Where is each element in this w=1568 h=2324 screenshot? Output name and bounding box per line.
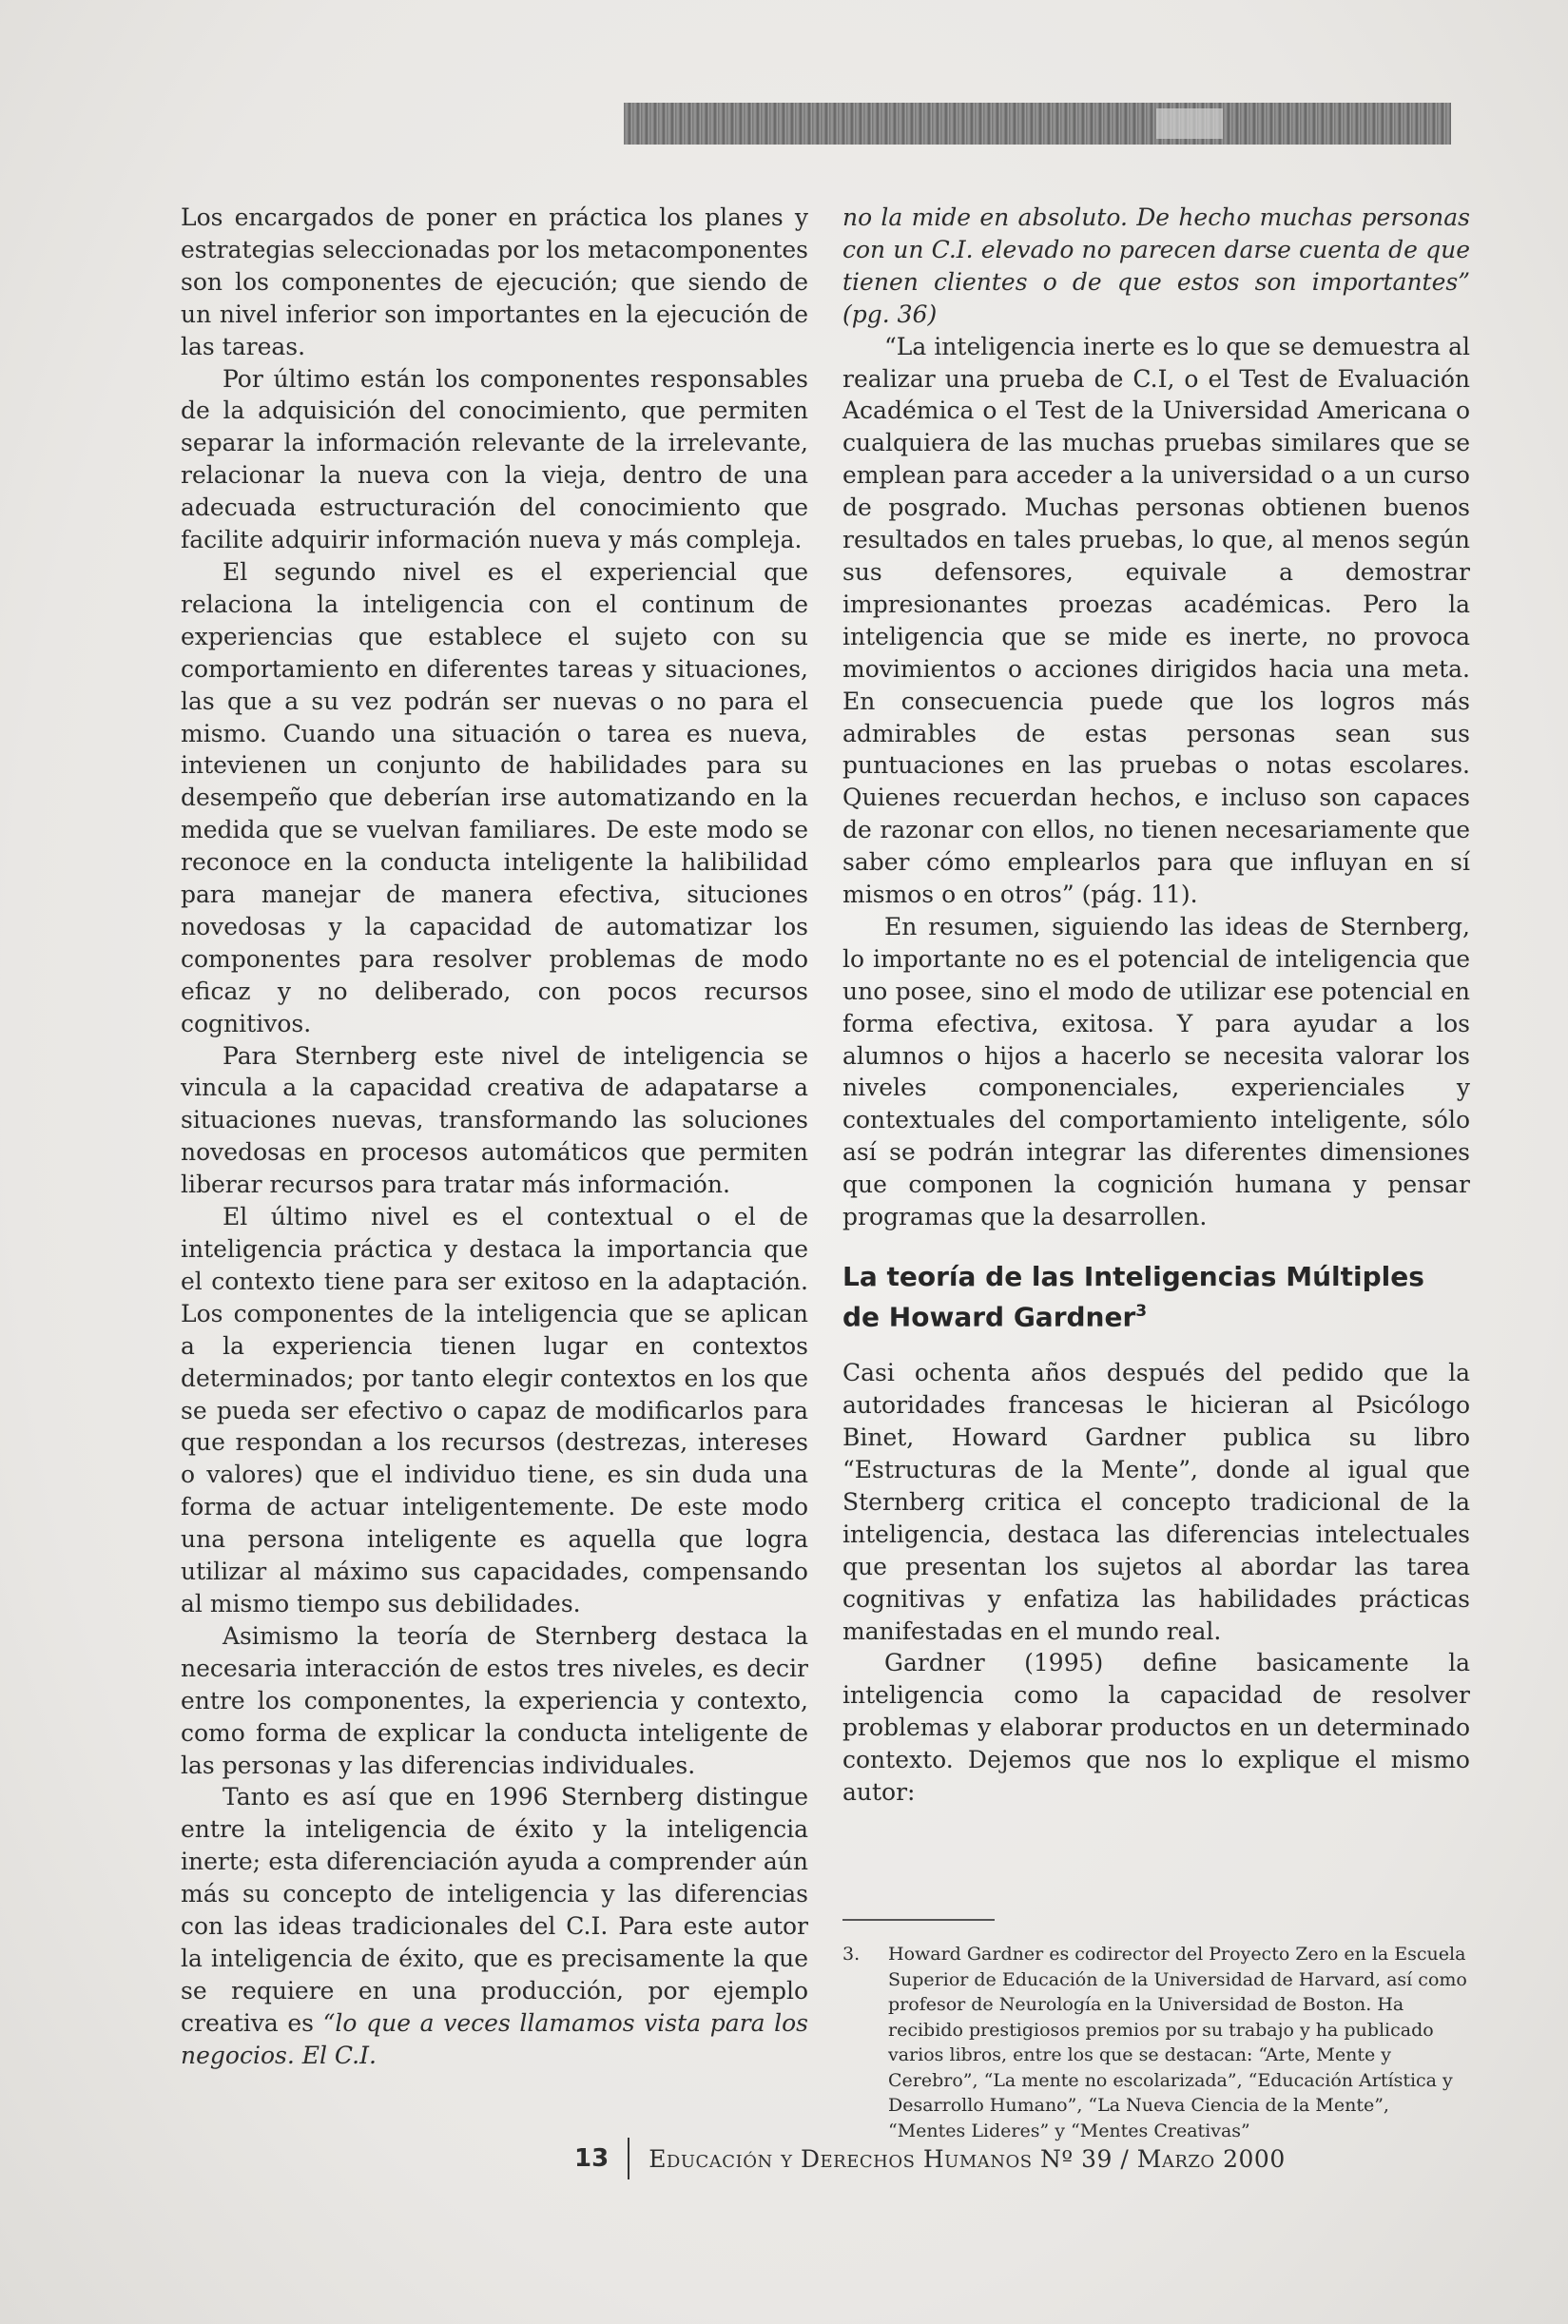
paragraph: “La inteligencia inerte es lo que se demuestra al realizar una prueba de C.I, o el Test de Evaluación Académica o el Test de la Universidad Americana o cualquiera de las muchas pruebas similares que se emplean para acceder a la universidad o a un curso de posgrado. Muchas personas obtienen buenos resultados en tales pruebas, lo que, al menos según sus defensores, equivale a demostrar impresionantes proezas académicas. Pero la inteligencia que se mide es inerte, no provoca movimientos o acciones dirigidos hacia una meta. En consecuencia puede que los logros más admirables de estas personas sean sus puntuaciones en las pruebas o notas escolares. Quienes recuerdan hechos, e incluso son capaces de razonar con ellos, no tienen necesariamente que saber cómo emplearlos para que influyan en sí mismos o en otros” (pág. 11). [842,332,1470,909]
section-heading-text: La teoría de las Inteligencias Múltiples de Howard Gardner [842,1261,1424,1333]
footnote-number: 3. [842,1944,861,1966]
footnote-divider [842,1919,995,1921]
footnote-marker: 3 [1135,1302,1148,1321]
paragraph: El último nivel es el contextual o el de inteligencia práctica y destaca la importancia que el contexto tiene para ser exitoso en la adaptación. Los componentes de la inteligencia que se aplican a la experiencia tienen lugar en contextos determinados; por tanto elegir contextos en los que se pueda ser efectivo o capaz de modificarlos para que respondan a los recursos (destrezas, intereses o valores) que el individuo tiene, es sin duda una forma de actuar inteligentemente. De este modo una persona inteligente es aquella que logra utilizar al máximo sus capacidades, compensando al mismo tiempo sus debilidades. [181,1203,808,1617]
paragraph: Asimismo la teoría de Sternberg destaca la necesaria interacción de estos tres niveles, es decir entre los componentes, la experiencia y contexto, como forma de explicar la conducta inteligente de las personas y las diferencias individuales. [181,1621,808,1779]
footnote-text: Howard Gardner es codirector del Proyecto Zero en la Escuela Superior de Educación de la Universidad de Harvard, así como profesor de Neurología en la Universidad de Boston. Ha recibido prestigiosos premios por su trabajo y ha publicado varios libros, entre los que se destacan: “Arte, Mente y Cerebro”, “La mente no escolarizada”, “Educación Artística y Desarrollo Humano”, “La Nueva Ciencia de la Mente”, “Mentes Lideres” y “Mentes Creativas” [888,1944,1467,2141]
footnote [842,1942,1470,2143]
header-decorative-band [624,103,1451,145]
paragraph: Para Sternberg este nivel de inteligencia se vincula a la capacidad creativa de adapatarse a situaciones nuevas, transformando las soluciones novedosas en procesos automáticos que permiten liberar recursos para tratar más información. [181,1041,808,1199]
left-column [181,202,808,2072]
paragraph-text: Tanto es así que en 1996 Sternberg distingue entre la inteligencia de éxito y la inteligencia inerte; esta diferenciación ayuda a comprender aún más su concepto de inteligencia y las diferencias con las ideas tradicionales del C.I. Para este autor la inteligencia de éxito, que es precisamente la que se requiere en una producción, por ejemplo creativa es [181,1783,808,2037]
page-footer [574,2136,1286,2181]
footer-divider [628,2138,629,2179]
section-heading [842,1260,1470,1334]
paragraph: Los encargados de poner en práctica los planes y estrategias seleccionadas por los metacomponentes son los componentes de ejecución; que siendo de un nivel inferior son importantes en la ejecución de las tareas. [181,203,808,360]
paragraph: Gardner (1995) define basicamente la inteligencia como la capacidad de resolver problemas y elaborar productos en un determinado contexto. Dejemos que nos lo explique el mismo autor: [842,1649,1470,1807]
paragraph: Casi ochenta años después del pedido que la autoridades francesas le hicieran al Psicólogo Binet, Howard Gardner publica su libro “Estructuras de la Mente”, donde al igual que Sternberg critica el concepto tradicional de la inteligencia, destaca las diferencias intelectuales que presentan los sujetos al abordar las tarea cognitivas y enfatiza las habilidades prácticas manifestadas en el mundo real. [842,1359,1470,1645]
paragraph: En resumen, siguiendo las ideas de Sternberg, lo importante no es el potencial de inteligencia que uno posee, sino el modo de utilizar ese potencial en forma efectiva, exitosa. Y para ayudar a los alumnos o hijos a hacerlo se necesita valorar los niveles componenciales, experienciales y contextuales del comportamiento inteligente, sólo así se podrán integrar las diferentes dimensiones que componen la cognición humana y pensar programas que la desarrollen. [842,912,1470,1231]
journal-info: Educación y Derechos Humanos Nº 39 / Marzo 2000 [648,2144,1286,2173]
paragraph: El segundo nivel es el experiencial que relaciona la inteligencia con el continum de experiencias que establece el sujeto con su comportamiento en diferentes tareas y situaciones, las que a su vez podrán ser nuevas o no para el mismo. Cuando una situación o tarea es nueva, intevienen un conjunto de habilidades para su desempeño que deberían irse automatizando en la medida que se vuelvan familiares. De este modo se reconoce en la conducta inteligente la halibilidad para manejar de manera efectiva, situciones novedosas y la capacidad de automatizar los componentes para resolver problemas de modo eficaz y no deliberado, con pocos recursos cognitivos. [181,557,808,1037]
paragraph: Por último están los componentes responsables de la adquisición del conocimiento, que permiten separar la información relevante de la irrelevante, relacionar la nueva con la vieja, dentro de una adecuada estructuración del conocimiento que facilite adquirir información nueva y más compleja. [181,364,808,554]
right-column [842,202,1470,2143]
quote-start: “lo que a veces llamamos vista para los negocios. El C.I. [181,2008,809,2069]
paragraph-with-quote [181,1781,808,2071]
quote-continuation: no la mide en absoluto. De hecho muchas personas con un C.I. elevado no parecen darse cuenta de que tienen clientes o de que estos son importantes” (pg. 36) [842,203,1470,328]
page-number: 13 [574,2144,610,2173]
